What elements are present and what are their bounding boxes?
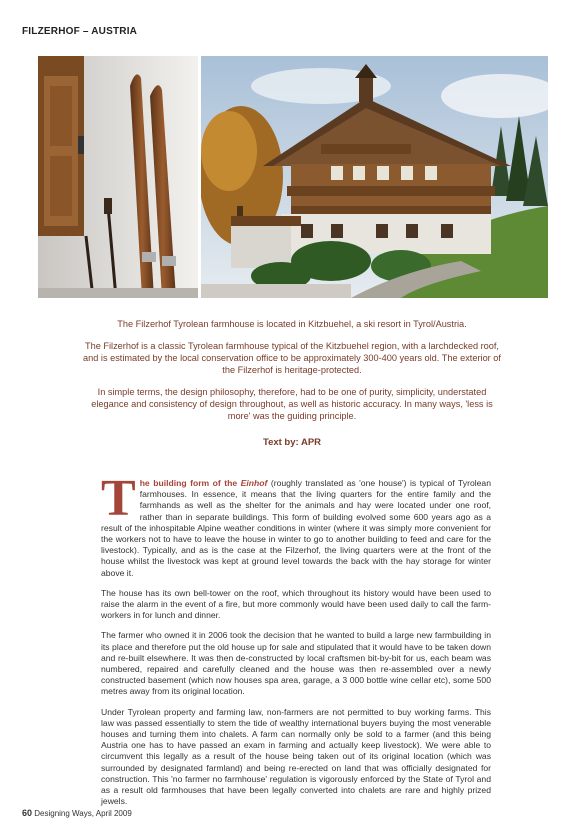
page-number: 60 <box>22 808 33 818</box>
byline: Text by: APR <box>262 437 322 448</box>
section-label: FILZERHOF – AUSTRIA <box>22 26 138 37</box>
caption-description-text: The Filzerhof is a classic Tyrolean farmhouse typical of the Kitzbuehel region, with a larchdecked roof, and is estimated by the local conservation office to be approximately 300-400 years old. The exterior of the Filzerhof is heritage-protected. <box>83 341 501 375</box>
publication-info: Designing Ways, April 2009 <box>34 809 132 818</box>
article-paragraph-4: Under Tyrolean property and farming law, non-farmers are not permitted to buy working farms. This law was passed essentially to stem the tide of wealthy international buyers buying the most venerable houses and turning them into chalets. A farm can normally only be sold to a farmer (and this being Austria one has to have passed an exam in farming and actually keep livestock). We were able to circumvent this legally as a result of the house being taken out of its original location (which was surrounded by designated farmland) and being re-erected on land that was officially designated for construction. This 'no farmer no farmhouse' regulation is vigorously enforced by the State of Tyrol and as a result old farmhouses that have been legally converted into chalets are rare and highly prized jewels. <box>101 706 491 807</box>
lead-emphasis: Einhof <box>240 478 268 488</box>
article-body <box>101 470 491 816</box>
article-paragraph-3: The farmer who owned it in 2006 took the decision that he wanted to build a large new farmbuilding in its place and therefore put the old house up for sale and stipulated that it would have to be taken down and re-built elsewhere. It was then de-constructed by local craftsmen bit-by-bit for us, each beam was numbered, repaired and carefully cleaned and the house was then re-assembled over a newly constructed basement (which now houses spa area, garage, a 3 000 bottle wine cellar etc), some 500 metres away from its original location. <box>101 630 491 697</box>
article-paragraph-2: The house has its own bell-tower on the roof, which throughout its history would have been used to raise the alarm in the event of a fire, but more commonly would have been used daily to call the farm-workers in for lunch and dinner. <box>101 587 491 621</box>
article-paragraph-1 <box>101 470 491 579</box>
caption-location <box>80 318 504 330</box>
lead-text: he building form of the <box>139 478 241 488</box>
skis-photo <box>38 56 198 298</box>
caption-philosophy-text: In simple terms, the design philosophy, therefore, had to be one of purity, simplicity, understated elegance and consistency of design throughout, as well as historic accuracy. In many ways, 'less is more' was the guiding principle. <box>91 387 493 421</box>
caption-location-text: The Filzerhof Tyrolean farmhouse is located in Kitzbuehel, a ski resort in Tyrol/Austria. <box>117 319 467 329</box>
farmhouse-illustration <box>201 56 548 298</box>
caption-philosophy <box>80 386 504 422</box>
skis-illustration <box>38 56 198 298</box>
farmhouse-photo <box>201 56 548 298</box>
caption-description <box>80 340 504 376</box>
page-footer <box>22 808 132 818</box>
paragraph-1-rest: (roughly translated as 'one house') is typical of Tyrolean farmhouses. In essence, it means that the living quarters for the entire family and the farmhands as well as the shelter for the animals and hay were located under one roof, rather than in separate buildings. This form of building evolved some 600 years ago as a result of the inhospitable Alpine weather conditions in winter (where it was simply more convenient for the workers not to have to leave the house in winter to go to another building to feed and care for the livestock). Typically, and as is the case at the Filzerhof, the living quarters were at the front of the house whilst the livestock was kept at ground level towards the back with the hay storage for winter above it. <box>101 478 491 578</box>
drop-cap: T <box>101 470 136 527</box>
